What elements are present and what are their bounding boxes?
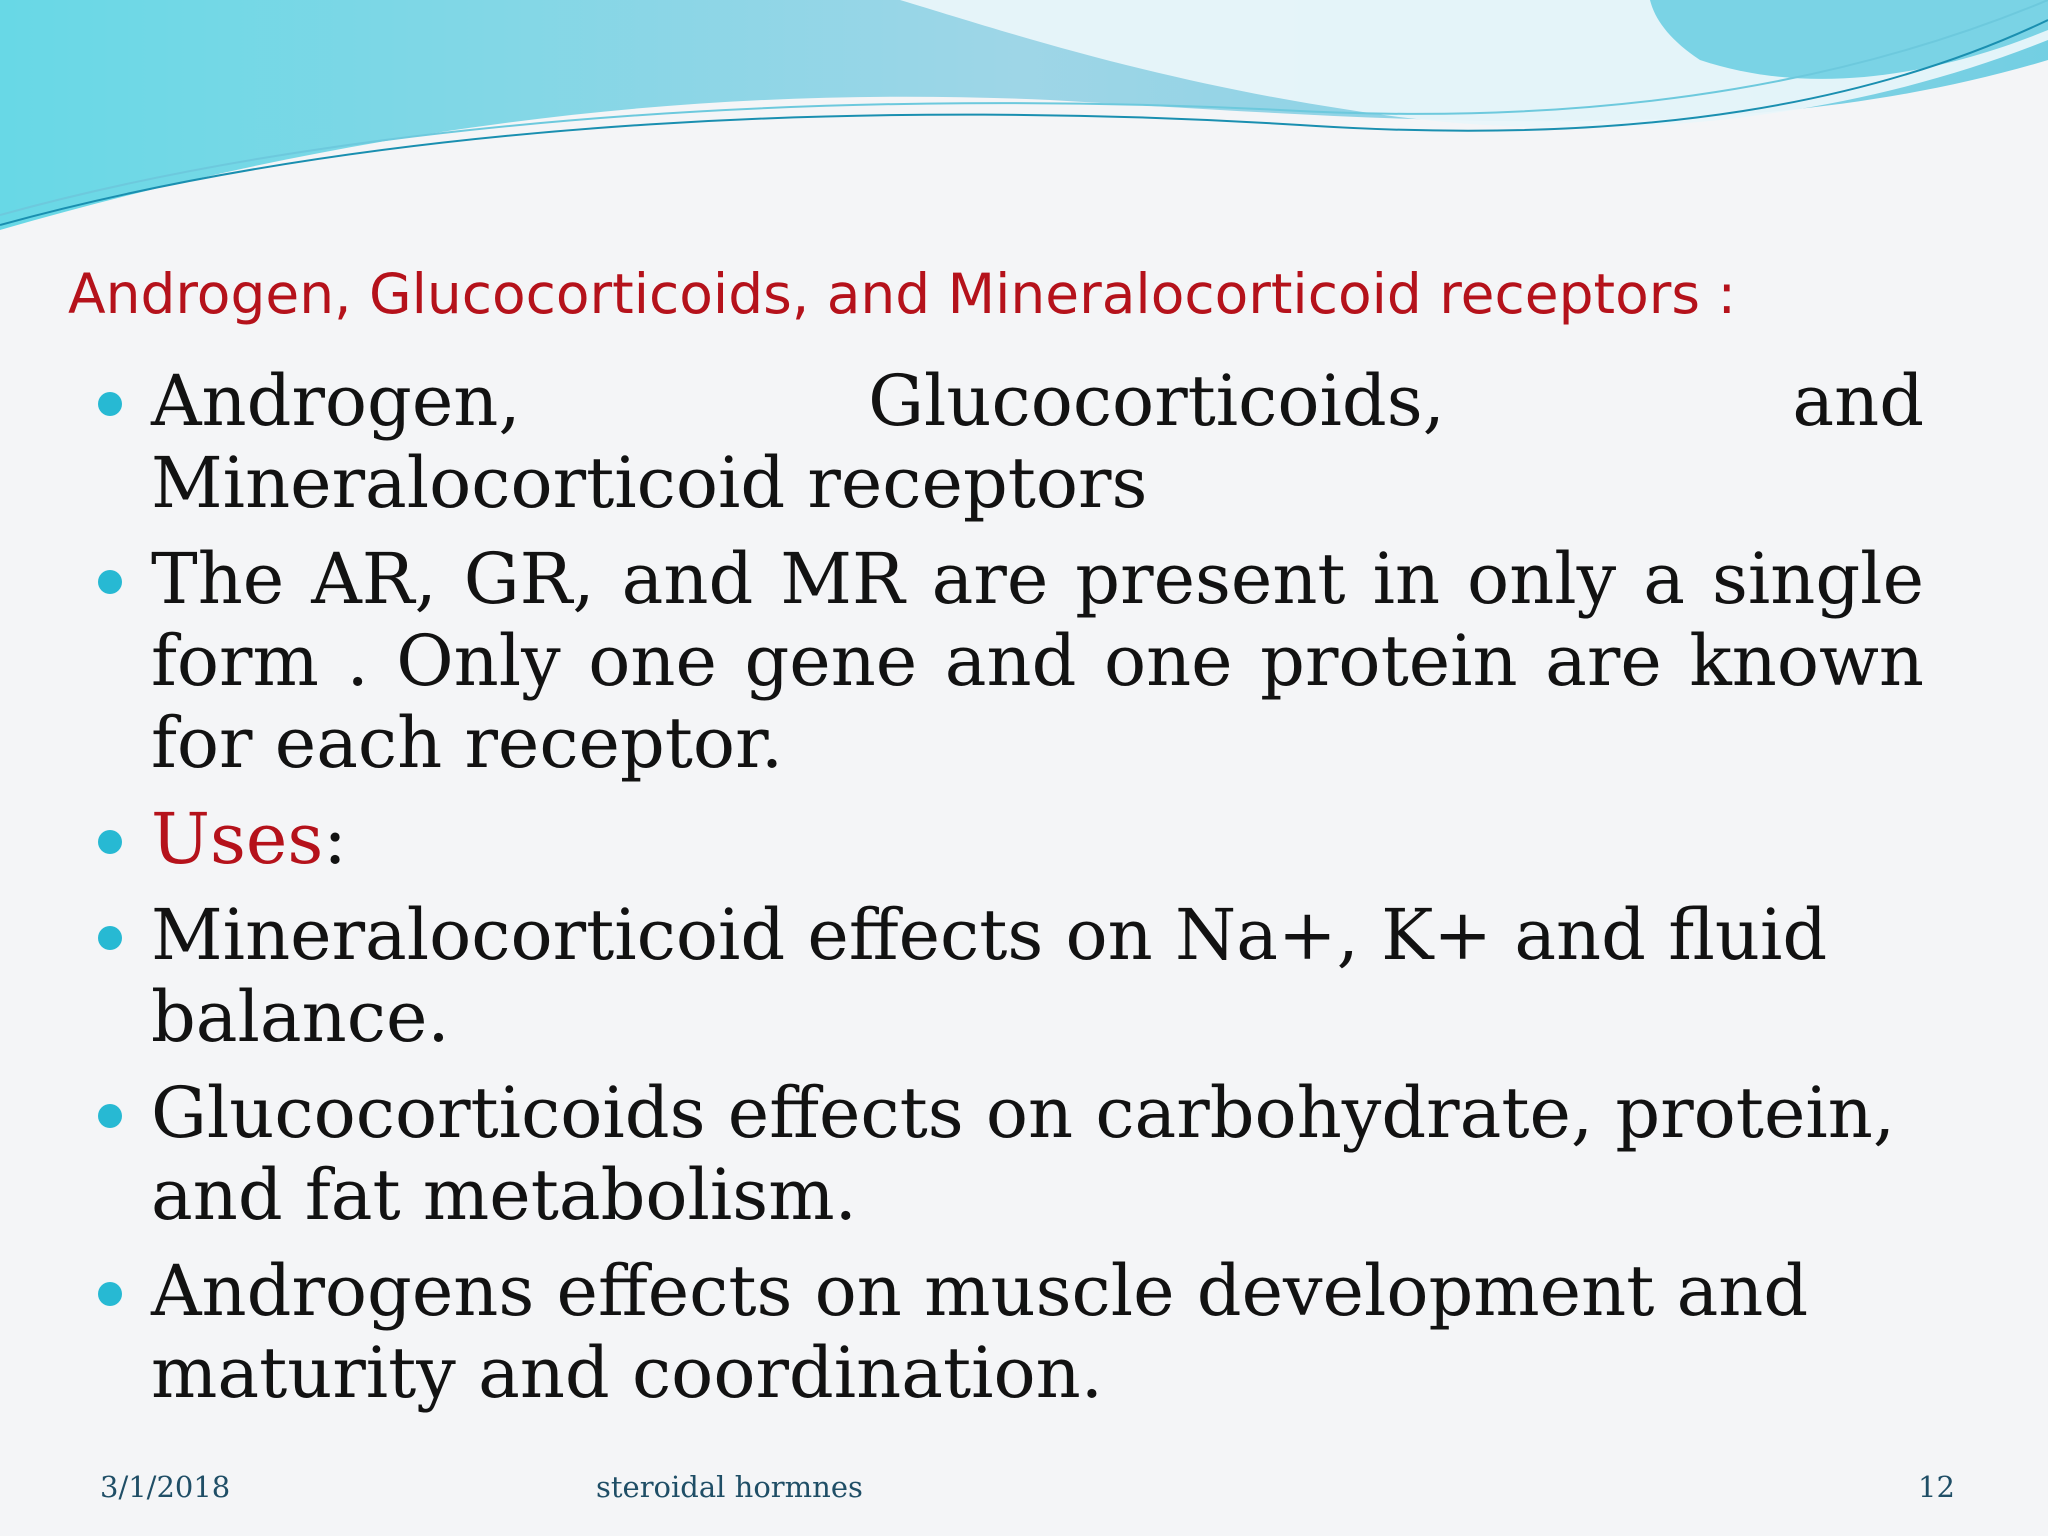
bullet-uses (98, 798, 1924, 880)
header-wave-banner (0, 0, 2048, 240)
footer-page-number: 12 (1918, 1470, 1955, 1504)
slide-title: Androgen, Glucocorticoids, and Mineralocorticoid receptors : (68, 262, 1736, 326)
bullet-dot-icon (98, 392, 122, 416)
uses-colon: : (323, 798, 347, 880)
bullet-mineralocorticoid-effects (98, 894, 1924, 1058)
bullet-androgens-effects (98, 1250, 1924, 1414)
bullet-dot-icon (98, 830, 122, 854)
bullet-text: Androgen, Glucocorticoids, and Mineralocorticoid receptors (151, 360, 1924, 524)
bullet-dot-icon (98, 1104, 122, 1128)
uses-label: Uses (151, 798, 324, 880)
bullet-list (98, 360, 1924, 1428)
bullet-text: Androgens effects on muscle development and maturity and coordination. (151, 1250, 1809, 1414)
bullet-text: Mineralocorticoid effects on Na+, K+ and fluid balance. (151, 894, 1828, 1058)
bullet-dot-icon (98, 1282, 122, 1306)
footer-topic: steroidal hormnes (596, 1470, 863, 1504)
bullet-dot-icon (98, 570, 122, 594)
bullet-single-form (98, 538, 1924, 784)
bullet-glucocorticoids-effects (98, 1072, 1924, 1236)
bullet-receptors (98, 360, 1924, 524)
bullet-dot-icon (98, 926, 122, 950)
bullet-text: The AR, GR, and MR are present in only a single form . Only one gene and one protein are known for each receptor. (151, 538, 1924, 784)
bullet-text: Glucocorticoids effects on carbohydrate, protein, and fat metabolism. (151, 1072, 1896, 1236)
footer-date: 3/1/2018 (100, 1470, 231, 1504)
